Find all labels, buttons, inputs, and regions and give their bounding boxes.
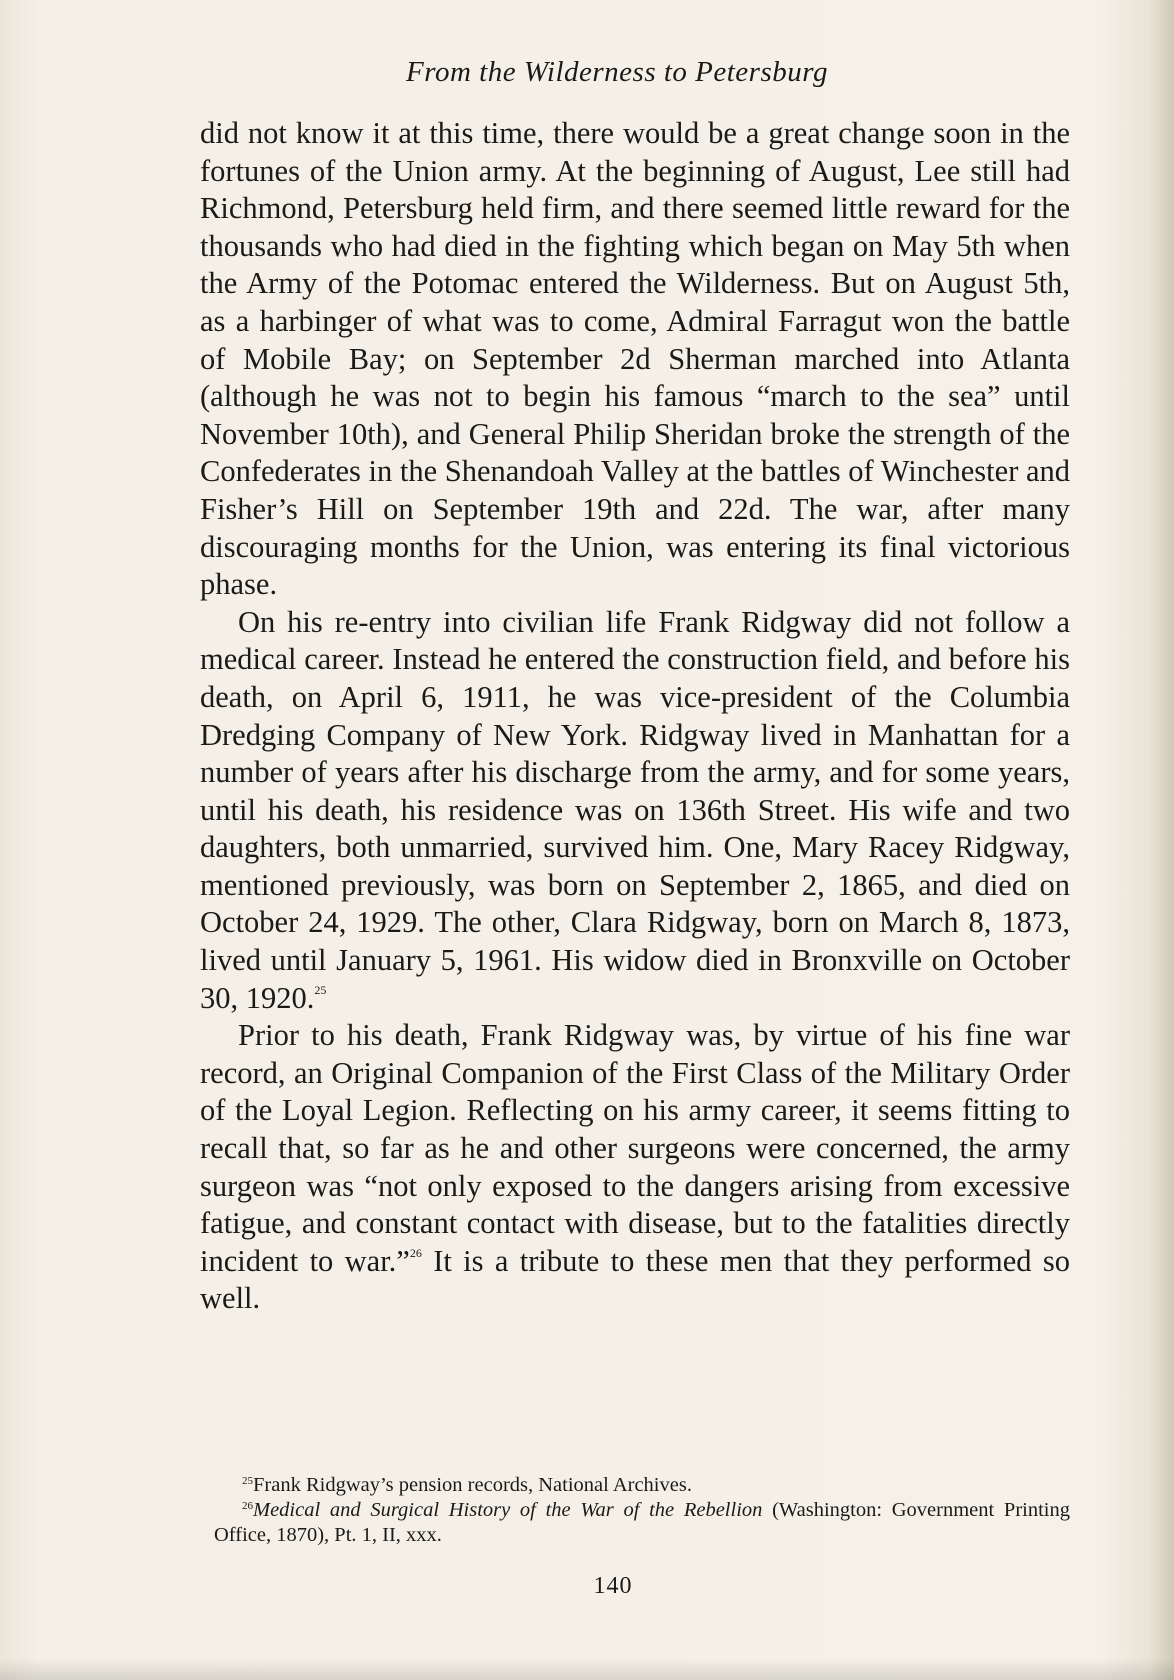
paragraph-continuation: did not know it at this time, there would be a great change soon in the fortunes of the Union army. At the beginning of August, Lee still had Richmond, Petersburg held firm, and there seemed little reward for the thousands who had died in the fighting which began on May 5th when the Army of the Potomac entered the Wilderness. But on August 5th, as a harbinger of what was to come, Admiral Farragut won the battle of Mobile Bay; on September 2d Sherman marched into Atlanta (although he was not to begin his famous “march to the sea” until November 10th), and General Philip Sheridan broke the strength of the Confederates in the Shenandoah Valley at the battles of Winchester and Fisher’s Hill on September 19th and 22d. The war, after many discouraging months for the Union, was entering its final victorious phase. — [200, 116, 1071, 602]
running-head: From the Wilderness to Petersburg — [406, 56, 828, 88]
paragraph-text: On his re-entry into civilian life Frank Ridgway did not follow a medical career. Instead he entered the construction field, and before his death, on April 6, 1911, he was vice-president of the Columbia Dredging Company of New York. Ridgway lived in Manhattan for a number of years after his discharge from the army, and for some years, until his death, his residence was on 136th Street. His wife and two daughters, both unmarried, survived him. One, Mary Racey Ridgway, mentioned previously, was born on September 2, 1865, and died on October 24, 1929. The other, Clara Ridgway, born on March 8, 1873, lived until January 5, 1961. His widow died in Bronxville on October 30, 1920. — [200, 604, 1070, 1015]
paragraph-text: Prior to his death, Frank Ridgway was, by virtue of his fine war record, an Original Companion of the First Class of the Military Order of the Loyal Legion. Reflecting on his army career, it seems fitting to recall that, so far as he and other surgeons were concerned, the army surgeon was “not only exposed to the dangers arising from excessive fatigue, and constant contact with disease, but to the fatalities directly incident to war.” — [200, 1018, 1070, 1278]
footnote-reference-25[interactable]: 25 — [314, 982, 327, 997]
footnote-reference-26[interactable]: 26 — [409, 1245, 422, 1260]
footnote-mark: 25 — [242, 1475, 253, 1487]
footnote-25 — [214, 1473, 1070, 1498]
footnote-book-title: Medical and Surgical History of the War of the Rebellion — [253, 1499, 763, 1521]
page-number: 140 — [593, 1573, 633, 1599]
page-bottom-edge-shadow — [0, 1658, 1174, 1680]
paragraph-loyal-legion — [200, 1017, 1070, 1318]
footnotes — [214, 1473, 1070, 1548]
paragraph-civilian-life — [200, 604, 1070, 1018]
footnote-26 — [214, 1498, 1070, 1548]
footnote-mark: 26 — [242, 1500, 253, 1512]
body-text — [200, 115, 1070, 1318]
paragraph-text-tail: It is a tribute to these men that they performed so well. — [200, 1243, 1071, 1316]
footnote-text: Frank Ridgway’s pension records, National Archives. — [253, 1474, 692, 1496]
footnote-text: (Washington: Government Printing Office, 1870), Pt. 1, II, xxx. — [214, 1499, 1070, 1546]
